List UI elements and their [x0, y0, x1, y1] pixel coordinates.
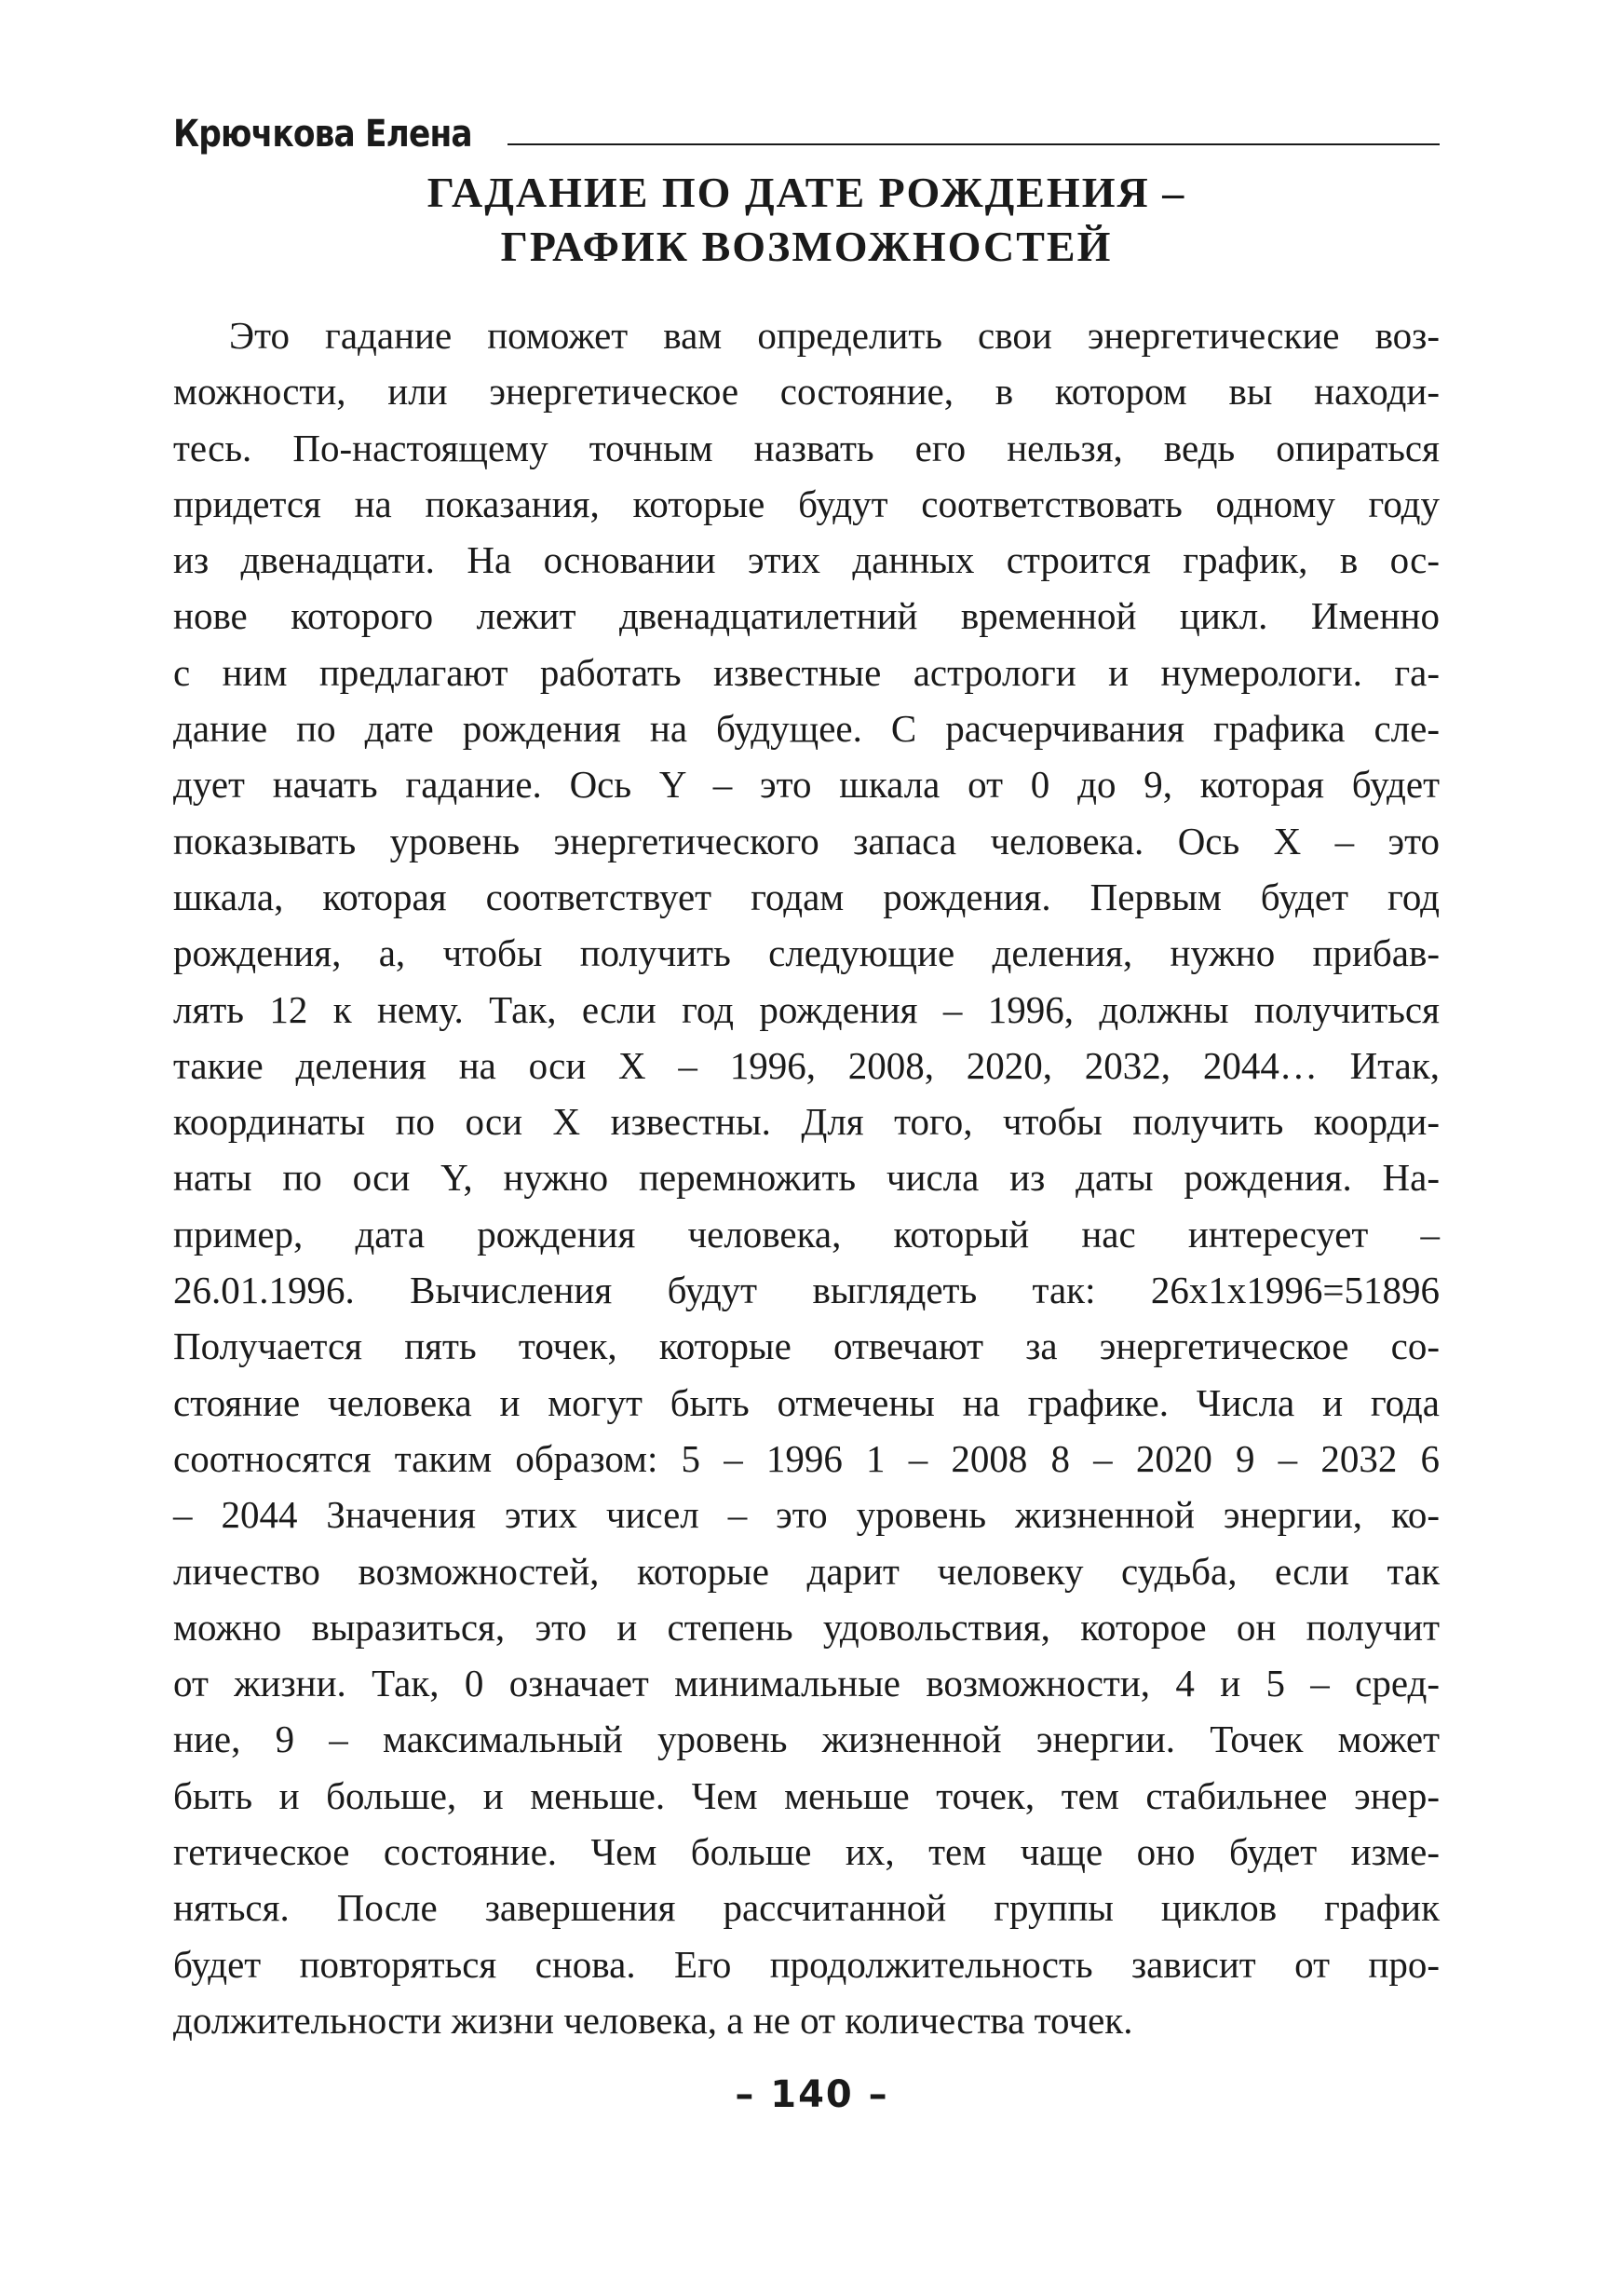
text-line: нове которого лежит двенадцатилетний временной цикл. Именно	[173, 594, 1440, 638]
text-line: наты по оси Y, нужно перемножить числа из даты рождения. На-	[173, 1156, 1440, 1200]
text-line: дует начать гадание. Ось Y – это шкала от 0 до 9, которая будет	[173, 763, 1440, 807]
text-line: Это гадание поможет вам определить свои энергетические воз-	[229, 314, 1440, 357]
text-line: от жизни. Так, 0 означает минимальные возможности, 4 и 5 – сред-	[173, 1662, 1440, 1705]
text-line: такие деления на оси X – 1996, 2008, 2020, 2032, 2044… Итак,	[173, 1043, 1440, 1087]
chapter-title-line-1: ГАДАНИЕ ПО ДАТЕ РОЖДЕНИЯ –	[426, 169, 1186, 216]
header-rule	[508, 143, 1440, 145]
text-line: показывать уровень энергетического запаса человека. Ось X – это	[173, 819, 1440, 862]
text-line: лять 12 к нему. Так, если год рождения – 1996, должны получиться	[173, 987, 1440, 1031]
text-line: – 2044 Значения этих чисел – это уровень жизненной энергии, ко-	[173, 1493, 1440, 1537]
text-line: тесь. По-настоящему точным назвать его нельзя, ведь опираться	[173, 426, 1440, 469]
text-line: рождения, а, чтобы получить следующие деления, нужно прибав-	[173, 931, 1440, 975]
text-line: 26.01.1996. Вычисления будут выглядеть так: 26x1x1996=51896	[173, 1269, 1440, 1312]
text-line: быть и больше, и меньше. Чем меньше точек, тем стабильнее энер-	[173, 1773, 1440, 1817]
text-line: координаты по оси X известны. Для того, чтобы получить коорди-	[173, 1100, 1440, 1144]
text-line: личество возможностей, которые дарит человеку судьба, если так	[173, 1549, 1440, 1593]
text-line: дание по дате рождения на будущее. С расчерчивания графика сле-	[173, 707, 1440, 751]
text-line: Получается пять точек, которые отвечают за энергетическое со-	[173, 1324, 1440, 1368]
author-name: Крючкова Елена	[173, 113, 472, 156]
text-line: из двенадцати. На основании этих данных строится график, в ос-	[173, 538, 1440, 582]
text-line: должительности жизни человека, а не от количества точек.	[173, 1998, 1133, 2042]
text-line: ние, 9 – максимальный уровень жизненной энергии. Точек может	[173, 1718, 1440, 1761]
text-line: гетическое состояние. Чем больше их, тем чаще оно будет изме-	[173, 1830, 1440, 1874]
chapter-title-line-2: ГРАФИК ВОЗМОЖНОСТЕЙ	[500, 223, 1113, 270]
text-line: шкала, которая соответствует годам рождения. Первым будет год	[173, 875, 1440, 918]
text-line: можности, или энергетическое состояние, в котором вы находи-	[173, 370, 1440, 414]
text-line: с ним предлагают работать известные астрологи и нумерологи. га-	[173, 650, 1440, 694]
text-line: пример, дата рождения человека, который нас интересует –	[173, 1212, 1440, 1256]
text-line: придется на показания, которые будут соответствовать одному году	[173, 482, 1440, 525]
body-text	[173, 307, 1440, 2048]
text-line: будет повторяться снова. Его продолжительность зависит от про-	[173, 1942, 1440, 1986]
text-line: няться. После завершения рассчитанной группы циклов график	[173, 1886, 1440, 1930]
text-line: можно выразиться, это и степень удовольствия, которое он получит	[173, 1605, 1440, 1649]
running-header	[173, 97, 1440, 156]
text-line: стояние человека и могут быть отмечены на графике. Числа и года	[173, 1380, 1440, 1424]
chapter-title	[173, 166, 1440, 274]
text-line: соотносятся таким образом: 5 – 1996 1 – 2008 8 – 2020 9 – 2032 6	[173, 1436, 1440, 1480]
page-number: – 140 –	[735, 2073, 889, 2116]
